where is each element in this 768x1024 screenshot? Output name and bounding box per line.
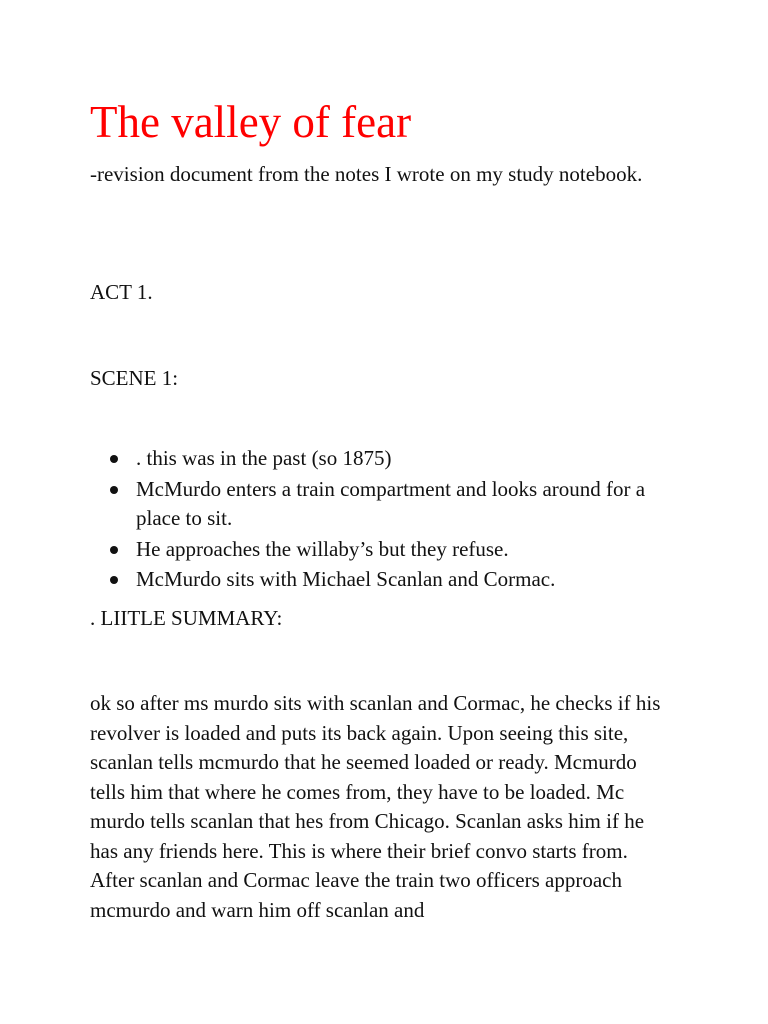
bullet-list — [90, 444, 690, 596]
bullet-dot-icon — [110, 546, 118, 554]
bullet-dot-icon — [110, 576, 118, 584]
document-title: The valley of fear — [90, 97, 412, 147]
bullet-text: McMurdo sits with Michael Scanlan and Cormac. — [136, 567, 556, 591]
summary-heading: . LIITLE SUMMARY: — [90, 606, 283, 630]
document-subtitle: -revision document from the notes I wrote on my study notebook. — [90, 162, 643, 186]
bullet-text: He approaches the willaby’s but they refuse. — [136, 536, 509, 561]
bullet-item — [90, 535, 690, 565]
act-heading: ACT 1. — [90, 280, 153, 304]
scene-heading: SCENE 1: — [90, 366, 179, 390]
bullet-text: . this was in the past (so 1875) — [136, 446, 392, 470]
bullet-item — [90, 444, 690, 474]
bullet-dot-icon — [110, 486, 118, 494]
bullet-item — [90, 565, 690, 595]
bullet-text: McMurdo enters a train compartment and looks around for a place to sit. — [136, 476, 646, 530]
summary-paragraph: ok so after ms murdo sits with scanlan and Cormac, he checks if his revolver is loaded and puts its back again. Upon seeing this site, scanlan tells mcmurdo that he seemed loaded or ready. Mcmurdo tells him that where he comes from, they have to be loaded. Mc murdo tells scanlan that hes from Chicago. Scanlan asks him if he has any friends here. This is where their brief convo starts from. After scanlan and Cormac leave the train two officers approach mcmurdo and warn him off scanlan and — [90, 691, 661, 922]
bullet-dot-icon — [110, 455, 118, 463]
bullet-item — [90, 475, 690, 534]
